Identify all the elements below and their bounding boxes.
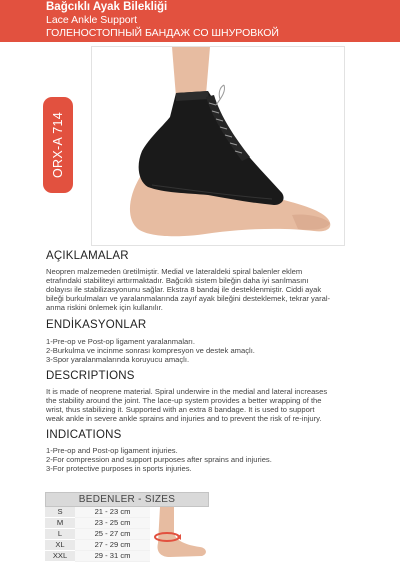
header-band: [0, 0, 400, 42]
size-range: 23 - 25 cm: [75, 518, 150, 529]
measure-ankle-icon: [150, 507, 209, 562]
size-label: L: [45, 529, 75, 540]
size-label: XL: [45, 540, 75, 551]
size-range: 21 - 23 cm: [75, 507, 150, 518]
text-line: the stability around the joint. The lace-up system provides a better wrapping of the: [46, 396, 322, 406]
ankle-brace-illustration: [92, 47, 345, 246]
size-label: M: [45, 518, 75, 529]
product-code-tab: [43, 97, 73, 193]
text-line: bileği burkulmaları ve yaralanmalarında zayıf ayak bileğini desteklemek, tekrar yaral-: [46, 294, 331, 304]
text-line: 1-Pre-op and Post-op ligament injuries.: [46, 446, 178, 455]
size-label: S: [45, 507, 75, 518]
title-russian: ГОЛЕНОСТОПНЫЙ БАНДАЖ СО ШНУРОВКОЙ: [46, 27, 279, 39]
text-line: 2-For compression and support purposes after sprains and injuries.: [46, 455, 272, 465]
size-range: 27 - 29 cm: [75, 540, 150, 551]
text-line: anma riskini önlemek için kullanılır.: [46, 303, 163, 313]
size-label: XXL: [45, 551, 75, 562]
title-turkish: Bağcıklı Ayak Bilekliği: [46, 1, 168, 13]
section-body-indications: [46, 446, 364, 473]
text-line: weak ankle in severe ankle sprains and injuries and to prevent the risk of re-injury.: [46, 414, 322, 424]
text-line: wrist, thus stabilizing it. Supported with an extra 8 bandage. It is used to support: [46, 405, 315, 415]
section-heading-aciklamalar: AÇIKLAMALAR: [46, 250, 129, 262]
section-body-aciklamalar: [46, 267, 364, 312]
section-heading-descriptions: DESCRIPTIONS: [46, 370, 135, 382]
text-line: dolayısı ile stabilizasyonunu sağlar. Ekstra 8 bandaj ile desteklenmiştir. Ciddi ayak: [46, 285, 322, 295]
product-photo: [91, 46, 345, 246]
section-body-descriptions: [46, 387, 364, 423]
product-code: ORX-A 714: [51, 112, 65, 178]
text-line: 3-For protective purposes in sports injuries.: [46, 464, 192, 474]
section-heading-endikasyonlar: ENDİKASYONLAR: [46, 319, 147, 331]
section-body-endikasyonlar: [46, 337, 364, 364]
text-line: etrafındaki stabiliteyi arttırmaktadır. Bağcıklı sistem bileğin daha iyi sarılmasını: [46, 276, 309, 286]
text-line: 1-Pre-op ve Post-op ligament yaralanmaları.: [46, 337, 195, 346]
text-line: Neopren malzemeden üretilmiştir. Medial ve lateraldeki spiral balenler eklem: [46, 267, 303, 276]
text-line: 3-Spor yaralanmalarında koruyucu amaçlı.: [46, 355, 190, 365]
title-english: Lace Ankle Support: [46, 14, 138, 26]
text-line: It is made of neoprene material. Spiral underwire in the medial and lateral increases: [46, 387, 328, 396]
size-range: 25 - 27 cm: [75, 529, 150, 540]
size-table: [45, 492, 209, 570]
text-line: 2-Burkulma ve incinme sonrası kompresyon ve destek amaçlı.: [46, 346, 255, 356]
size-table-heading: BEDENLER - SIZES: [45, 492, 209, 507]
size-range: 29 - 31 cm: [75, 551, 150, 562]
section-heading-indications: INDICATIONS: [46, 429, 122, 441]
measurement-foot-illustration: [150, 507, 209, 562]
